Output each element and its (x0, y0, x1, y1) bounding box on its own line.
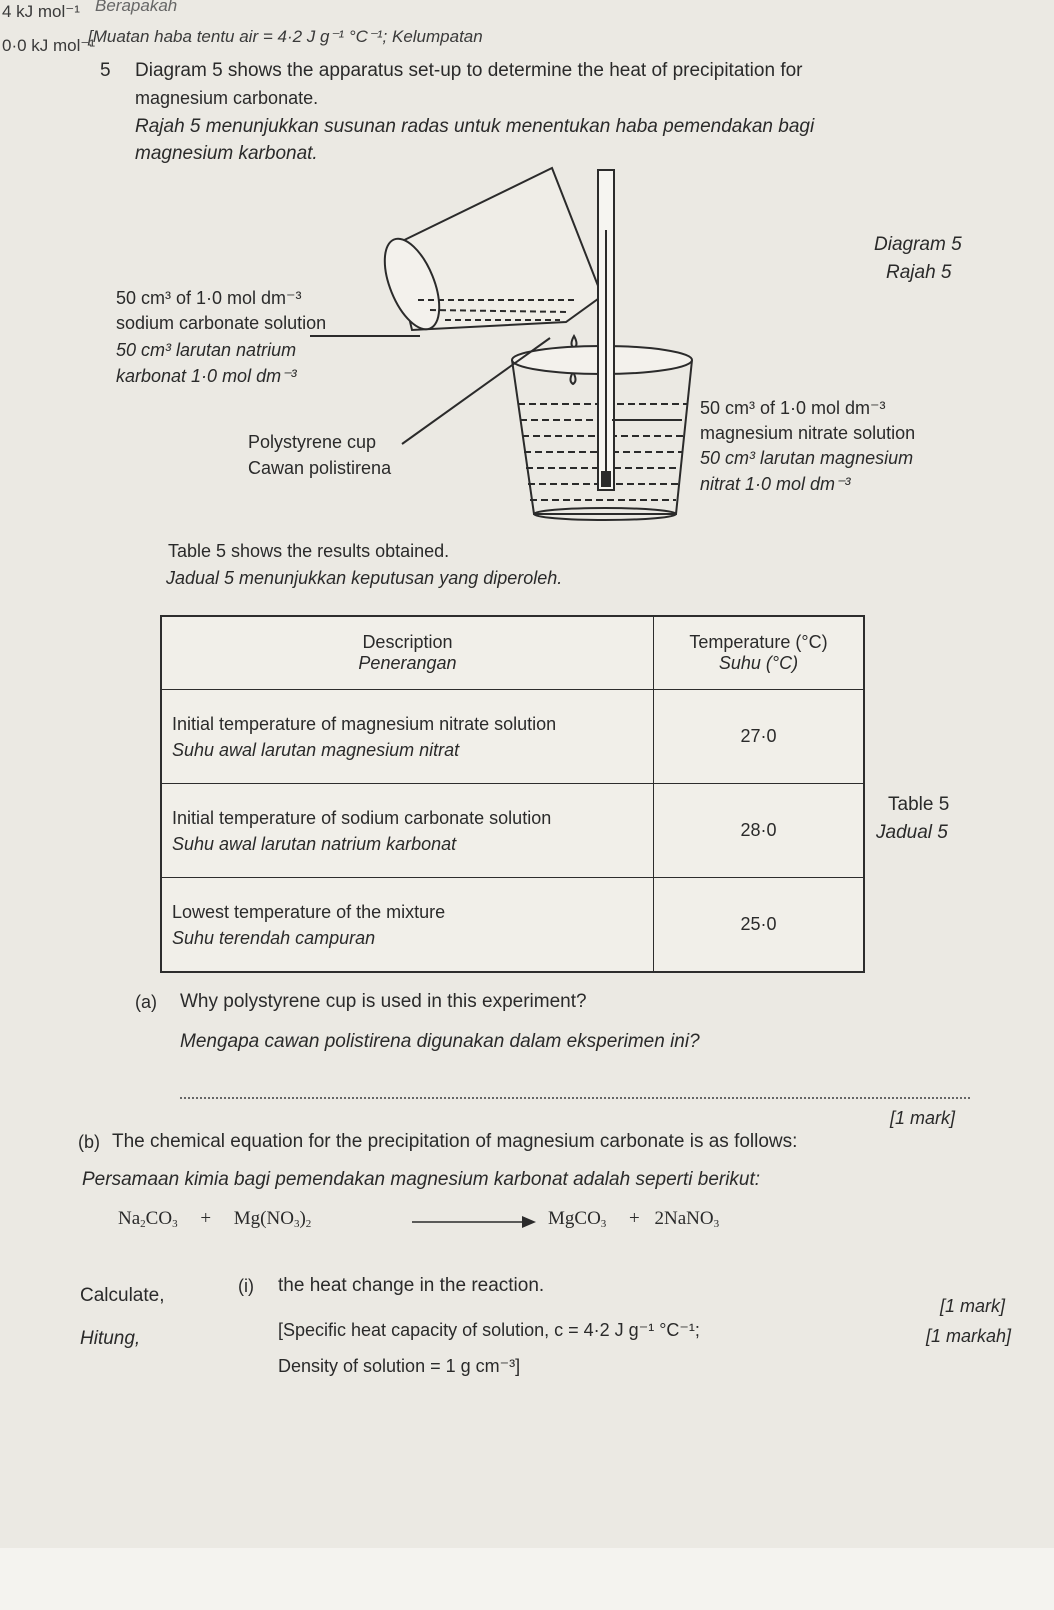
chemical-equation (118, 1208, 311, 1230)
header-fragment-1: 4 kJ mol⁻¹ (2, 2, 80, 21)
question-intro-ms-2: magnesium karbonat. (135, 143, 318, 164)
header-fragment-2b: [Muatan haba tentu air = 4·2 J g⁻¹ °C⁻¹; Kelumpatan (88, 27, 483, 46)
answer-line (180, 1097, 970, 1099)
given-data-1: [Specific heat capacity of solution, c = 4·2 J g⁻¹ °C⁻¹; (278, 1320, 700, 1340)
part-a-question-en: Why polystyrene cup is used in this experiment? (180, 991, 587, 1012)
eq-plus: + (629, 1208, 640, 1229)
table-row (161, 878, 864, 973)
header-temp-ms: Suhu (°C) (718, 653, 799, 673)
table-caption-en: Table 5 (888, 794, 950, 815)
question-intro-ms-1: Rajah 5 menunjukkan susunan radas untuk menentukan haba pemendakan bagi (135, 116, 815, 137)
header-fragment-2: 0·0 kJ mol⁻¹ (2, 36, 96, 55)
page-bottom-margin (0, 1548, 1054, 1610)
part-b-mark-en: [1 mark] (940, 1296, 1006, 1316)
eq-sub: 2 (305, 1218, 312, 1230)
calculate-en: Calculate, (80, 1285, 165, 1306)
header-temp-en: Temperature (°C) (689, 632, 828, 652)
table-row (161, 784, 864, 878)
label-mg-3: 50 cm³ larutan magnesium (700, 448, 914, 468)
header-desc-ms: Penerangan (358, 653, 457, 673)
header-description (161, 616, 653, 690)
table-intro-ms: Jadual 5 menunjukkan keputusan yang diperoleh. (166, 568, 563, 588)
part-b-mark-ms: [1 markah] (926, 1326, 1012, 1346)
eq-sub: 3 (713, 1218, 720, 1230)
eq-reactant-2: Mg(NO (233, 1208, 294, 1229)
row-temperature: 28·0 (653, 784, 864, 878)
header-temperature (653, 616, 864, 690)
part-a-label: (a) (135, 992, 157, 1012)
question-intro-en-2: magnesium carbonate. (135, 88, 319, 108)
header-desc-en: Description (362, 632, 453, 652)
equation-products (548, 1208, 719, 1230)
row-temperature: 27·0 (653, 690, 864, 784)
label-cup-ms: Cawan polistirena (248, 458, 392, 478)
part-b-question-en: The chemical equation for the precipitation of magnesium carbonate is as follows: (112, 1131, 798, 1152)
row-desc-en: Initial temperature of magnesium nitrate solution (172, 713, 557, 734)
thermometer-icon (598, 170, 614, 490)
label-mg-4: nitrat 1·0 mol dm⁻³ (700, 474, 851, 494)
question-number: 5 (100, 60, 111, 81)
eq-sub: 3 (293, 1218, 300, 1230)
table-row (161, 690, 864, 784)
header-fragment-1b: Berapakah (95, 0, 178, 15)
eq-reactant-1: Na (118, 1208, 141, 1229)
calculate-ms: Hitung, (80, 1328, 141, 1349)
row-description (161, 878, 653, 973)
label-cup-en: Polystyrene cup (248, 432, 377, 452)
row-desc-ms: Suhu terendah campuran (172, 927, 376, 948)
part-a-mark: [1 mark] (890, 1108, 956, 1128)
pouring-cup-icon (374, 168, 602, 337)
label-sodium-4: karbonat 1·0 mol dm⁻³ (116, 366, 297, 386)
part-a-question-ms: Mengapa cawan polistirena digunakan dalam eksperimen ini? (180, 1031, 700, 1052)
table-header-row (161, 616, 864, 690)
row-desc-ms: Suhu awal larutan magnesium nitrat (172, 739, 460, 760)
eq-product-1: MgCO (548, 1208, 601, 1229)
eq-sub: 3 (172, 1218, 178, 1230)
eq-sub: 3 (600, 1218, 607, 1230)
table-caption-ms: Jadual 5 (876, 822, 948, 843)
label-sodium-2: sodium carbonate solution (116, 313, 327, 333)
sub-question-text: the heat change in the reaction. (278, 1275, 545, 1296)
row-desc-en: Initial temperature of sodium carbonate solution (172, 807, 552, 828)
row-description (161, 690, 653, 784)
question-intro-en-1: Diagram 5 shows the apparatus set-up to determine the heat of precipitation for (135, 60, 803, 81)
table-intro-en: Table 5 shows the results obtained. (168, 541, 450, 561)
given-data-2: Density of solution = 1 g cm⁻³] (278, 1356, 521, 1376)
label-mg-2: magnesium nitrate solution (700, 423, 916, 443)
part-b-question-ms: Persamaan kimia bagi pemendakan magnesium karbonat adalah seperti berikut: (82, 1169, 761, 1190)
eq-reactant-2-tail: ) (299, 1208, 306, 1229)
results-table (160, 615, 865, 973)
sub-question-label: (i) (238, 1276, 254, 1296)
row-temperature: 25·0 (653, 878, 864, 973)
row-desc-ms: Suhu awal larutan natrium karbonat (172, 833, 457, 854)
eq-reactant-1-tail: CO (145, 1208, 173, 1229)
row-description (161, 784, 653, 878)
label-mg-1: 50 cm³ of 1·0 mol dm⁻³ (700, 398, 886, 418)
part-b-label: (b) (78, 1132, 100, 1152)
diagram-caption-ms: Rajah 5 (886, 262, 952, 283)
reaction-arrow-icon (410, 1210, 538, 1234)
eq-sub: 2 (140, 1218, 146, 1230)
eq-plus: + (200, 1208, 212, 1229)
diagram-caption-en: Diagram 5 (874, 234, 962, 255)
row-desc-en: Lowest temperature of the mixture (172, 901, 446, 922)
label-sodium-3: 50 cm³ larutan natrium (116, 340, 297, 360)
label-sodium-1: 50 cm³ of 1·0 mol dm⁻³ (116, 288, 302, 308)
eq-product-2: 2NaNO (654, 1208, 714, 1229)
